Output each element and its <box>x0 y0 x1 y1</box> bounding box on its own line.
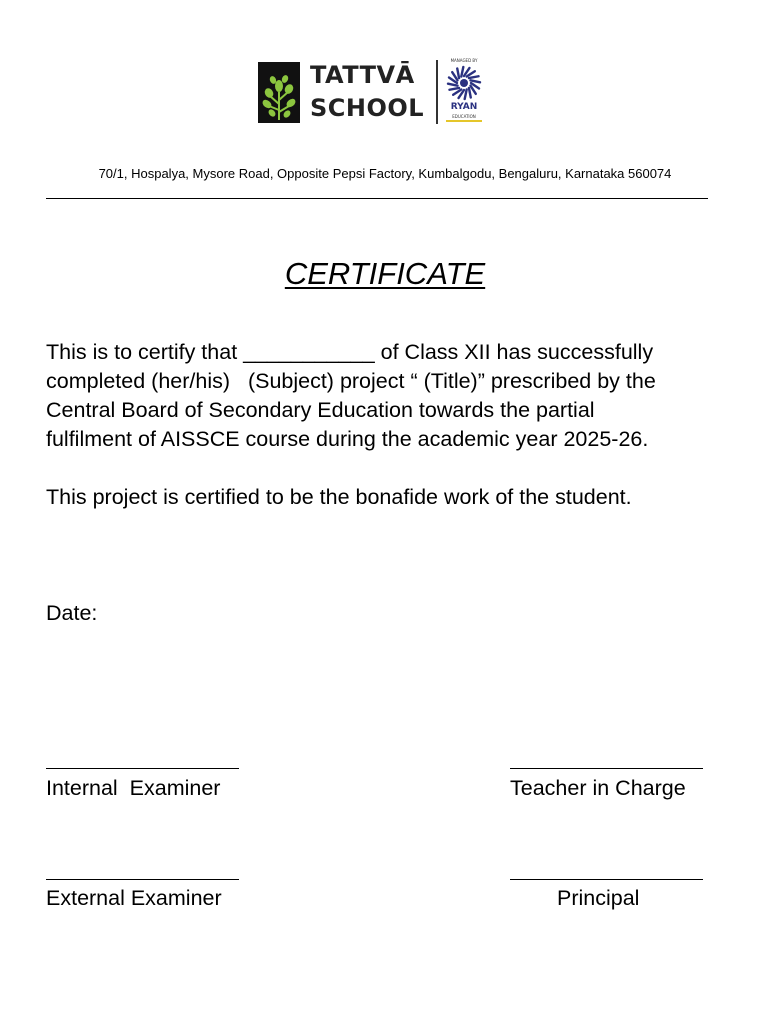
logo-text-line2: SCHOOL <box>310 94 425 122</box>
logo-text-line1: TATTVĀ <box>310 61 415 89</box>
managed-by-label: MANAGED BY <box>450 58 478 63</box>
emblem-spoke <box>457 68 459 78</box>
body-line: completed (her/his) (Subject) project “ (Title)” prescribed by the <box>46 369 656 393</box>
ryan-education-label: EDUCATION <box>446 114 482 122</box>
teacher-in-charge-label: Teacher in Charge <box>510 776 686 800</box>
body-line: Central Board of Secondary Education towards the partial <box>46 398 595 422</box>
teacher-signature-line <box>510 768 703 769</box>
internal-examiner-label: Internal Examiner <box>46 776 221 800</box>
principal-label: Principal <box>557 886 640 910</box>
school-logo <box>258 58 488 126</box>
ryan-name: RYAN <box>450 102 478 112</box>
external-examiner-label: External Examiner <box>46 886 222 910</box>
emblem-spoke <box>470 80 480 82</box>
principal-signature-line <box>510 879 703 880</box>
certificate-title: CERTIFICATE <box>284 256 486 291</box>
tree-logo-icon <box>258 62 300 123</box>
ryan-emblem-icon <box>444 63 484 103</box>
date-label: Date: <box>46 601 98 625</box>
emblem-spoke <box>469 88 471 98</box>
logo-divider <box>436 60 438 124</box>
internal-examiner-signature-line <box>46 768 239 769</box>
certificate-body <box>46 338 726 454</box>
bonafide-statement: This project is certified to be the bonafide work of the student. <box>46 485 632 509</box>
emblem-spoke <box>448 84 458 86</box>
header-divider <box>46 198 708 199</box>
body-line: This is to certify that ___________ of Class XII has successfully <box>46 340 654 364</box>
emblem-spoke <box>449 88 459 90</box>
ryan-logo <box>444 58 484 126</box>
emblem-spoke <box>461 67 463 77</box>
emblem-spoke <box>465 89 467 99</box>
school-address: 70/1, Hospalya, Mysore Road, Opposite Pepsi Factory, Kumbalgodu, Bengaluru, Karnataka 560074 <box>98 166 672 181</box>
emblem-spoke <box>469 76 479 78</box>
body-line: fulfilment of AISSCE course during the academic year 2025-26. <box>46 427 649 451</box>
external-examiner-signature-line <box>46 879 239 880</box>
